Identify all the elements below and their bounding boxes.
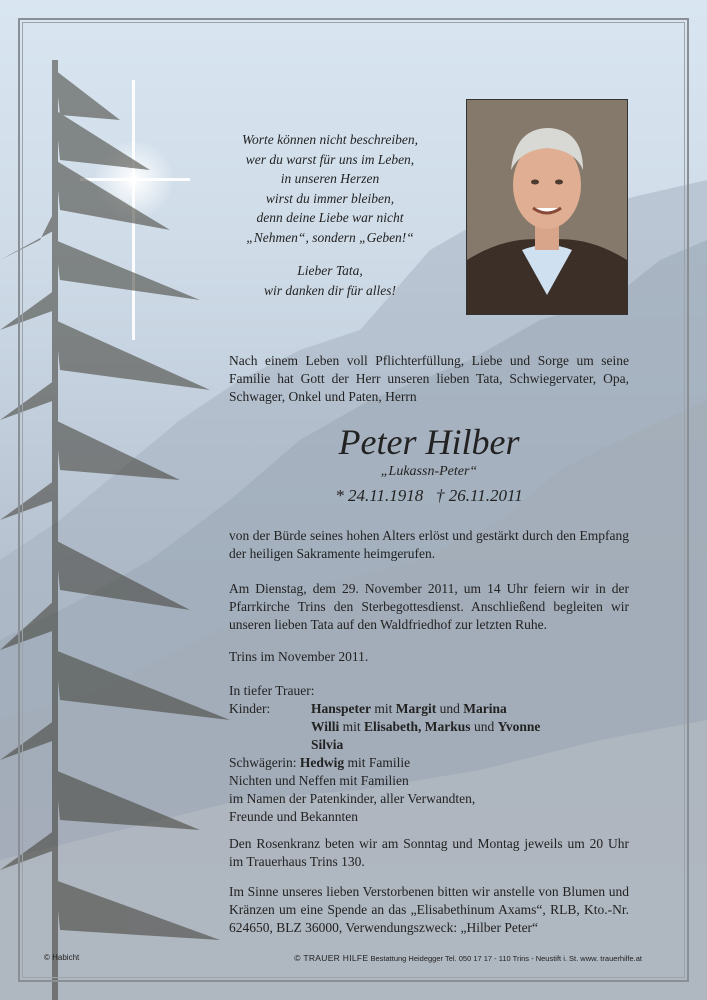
deceased-name: Peter Hilber bbox=[338, 422, 520, 462]
portrait-icon bbox=[467, 100, 627, 314]
relatives-line: Nichten und Neffen mit Familien bbox=[229, 773, 409, 788]
children-line: Willi mit Elisabeth, Markus und Yvonne bbox=[311, 719, 541, 734]
poem-line: in unseren Herzen bbox=[280, 171, 380, 186]
place-date: Trins im November 2011. bbox=[229, 649, 369, 664]
sister-in-law-row: Schwägerin: Hedwig mit Familie bbox=[229, 755, 411, 770]
relatives-line: im Namen der Patenkinder, aller Verwandten, bbox=[229, 791, 476, 806]
children-line: Silvia bbox=[311, 737, 344, 752]
photo-copyright: © Habicht bbox=[44, 953, 80, 962]
poem-line: wer du warst für uns im Leben, bbox=[245, 151, 415, 167]
children-row bbox=[229, 700, 629, 718]
donation-paragraph: Im Sinne unseres lieben Verstorbenen bitten wir anstelle von Blumen und Kränzen um eine Spende an das „Elisabethinum Axams“, RLB, Kto.-Nr. 624650, BLZ 36000, Verwendungszweck: „Hilber Peter“ bbox=[229, 884, 629, 935]
memorial-poem bbox=[200, 130, 460, 300]
poem-line: Lieber Tata, bbox=[297, 263, 363, 278]
passing-paragraph: von der Bürde seines hohen Alters erlöst und gestärkt durch den Empfang der heiligen Sakramente heimgerufen. bbox=[229, 528, 629, 561]
children-row bbox=[229, 736, 629, 754]
poem-line: wirst du immer bleiben, bbox=[265, 190, 395, 206]
mourners-section bbox=[229, 682, 629, 826]
portrait-photo bbox=[466, 99, 628, 315]
poem-line: „Nehmen“, sondern „Geben!“ bbox=[246, 229, 414, 245]
service-paragraph: Am Dienstag, dem 29. November 2011, um 14 Uhr feiern wir in der Pfarrkirche Trins den Sterbegottesdienst. Anschließend begleiten wir unseren lieben Tata auf den Waldfriedhof zur letzten Ruhe. bbox=[229, 581, 629, 632]
poem-line: wir danken dir für alles! bbox=[264, 282, 396, 298]
mourners-heading: In tiefer Trauer: bbox=[229, 683, 315, 698]
footer-imprint bbox=[242, 953, 642, 963]
intro-paragraph: Nach einem Leben voll Pflichterfüllung, Liebe und Sorge um seine Familie hat Gott der Herr unseren lieben Tata, Schwiegervater, Opa, Schwager, Onkel und Paten, Herrn bbox=[229, 353, 629, 404]
rosary-paragraph: Den Rosenkranz beten wir am Sonntag und Montag jeweils um 20 Uhr im Trauerhaus Trins 130. bbox=[229, 836, 629, 869]
children-line: Hanspeter mit Margit und Marina bbox=[311, 701, 507, 716]
life-dates: * 24.11.1918 † 26.11.2011 bbox=[335, 486, 523, 505]
deceased-nickname: „Lukassn-Peter“ bbox=[380, 464, 478, 479]
poem-line: Worte können nicht beschreiben, bbox=[242, 132, 418, 147]
funeral-home-details: Bestattung Heidegger Tel. 050 17 17 - 110 Trins - Neustift i. St. www. trauerhilfe.at bbox=[370, 954, 642, 963]
brand-logo: © TRAUER HILFE bbox=[294, 953, 369, 963]
children-row bbox=[229, 718, 629, 736]
children-label: Kinder: bbox=[229, 701, 271, 716]
poem-line: denn deine Liebe war nicht bbox=[256, 210, 404, 225]
relatives-line: Freunde und Bekannten bbox=[229, 809, 358, 824]
